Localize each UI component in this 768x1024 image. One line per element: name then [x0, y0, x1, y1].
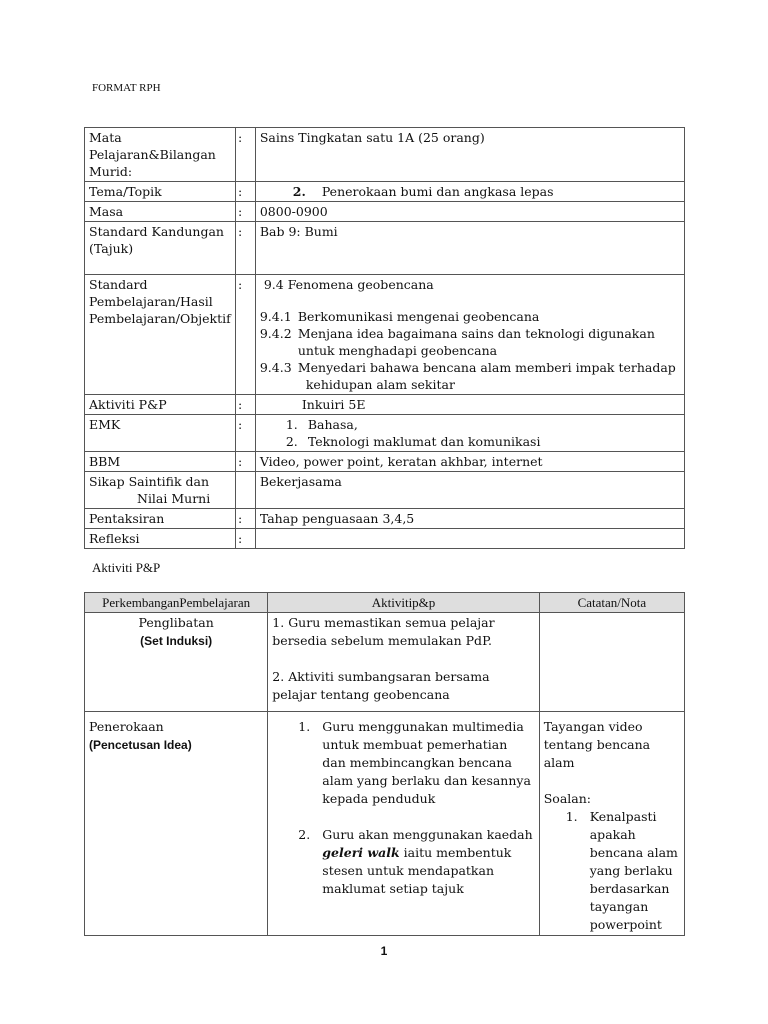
table-row [85, 182, 685, 202]
row-separator: : [235, 182, 255, 202]
row-label: Mata Pelajaran&Bilangan Murid: [85, 128, 236, 182]
row-value: Tahap penguasaan 3,4,5 [255, 509, 684, 529]
section-heading: Aktiviti P&P [92, 560, 161, 575]
emphasis-text: geleri walk [322, 845, 400, 860]
table-row [85, 395, 685, 415]
row-label: Masa [85, 202, 236, 222]
row-separator: : [235, 128, 255, 182]
activity-table [84, 592, 685, 936]
row-label: BBM [85, 452, 236, 472]
column-header: Catatan/Nota [539, 593, 684, 613]
row-value: 0800-0900 [255, 202, 684, 222]
row-label: Pentaksiran [85, 509, 236, 529]
list-item-continuation: untuk menghadapi geobencana [297, 343, 498, 358]
column-header: Aktivitip&p [268, 593, 539, 613]
standard-heading: 9.4 Fenomena geobencana [263, 277, 434, 292]
row-separator: : [235, 275, 255, 395]
table-row [85, 712, 685, 936]
list-item: 2. Guru akan menggunakan kaedah geleri walk iaitu membentuk stesen untuk mendapatkan maklumat setiap tajuk [298, 827, 533, 896]
row-label: Sikap Saintifik dan Nilai Murni [85, 472, 236, 509]
table-row [85, 472, 685, 509]
note-cell: Tayangan video tentang bencana alam Soalan: 1. Kenalpasti apakah bencana alam yang berlaku berdasarkan tayangan powerpoint [539, 712, 684, 936]
list-item: 2. Teknologi maklumat dan komunikasi [285, 434, 541, 449]
row-label: EMK [85, 415, 236, 452]
table-row [85, 202, 685, 222]
row-label: Aktiviti P&P [85, 395, 236, 415]
table-row [85, 128, 685, 182]
note-cell [539, 613, 684, 712]
table-row [85, 415, 685, 452]
list-item-continuation: kehidupan alam sekitar [305, 377, 455, 392]
row-value: Bab 9: Bumi [255, 222, 684, 275]
list-item: 9.4.2 Menjana idea bagaimana sains dan teknologi digunakan [259, 326, 655, 341]
row-value [255, 182, 684, 202]
stage-cell: Penerokaan (Pencetusan Idea) [85, 712, 268, 936]
row-value: Bekerjasama [255, 472, 684, 509]
table-row [85, 452, 685, 472]
page-number: 1 [380, 944, 388, 958]
row-value [255, 415, 684, 452]
list-item: 9.4.1 Berkomunikasi mengenai geobencana [259, 309, 540, 324]
list-item: 9.4.3 Menyedari bahawa bencana alam memberi impak terhadap [259, 360, 676, 375]
table-row [85, 529, 685, 549]
topic-number: 2. [292, 184, 306, 199]
activity-cell [268, 712, 539, 936]
row-label: Standard Pembelajaran/Hasil Pembelajaran/Objektif [85, 275, 236, 395]
row-separator: : [235, 509, 255, 529]
column-header: PerkembanganPembelajaran [85, 593, 268, 613]
table-header-row [85, 593, 685, 613]
activity-cell: 1. Guru memastikan semua pelajar bersedia sebelum memulakan PdP. 2. Aktiviti sumbangsaran bersama pelajar tentang geobencana [268, 613, 539, 712]
table-row [85, 509, 685, 529]
row-value: Sains Tingkatan satu 1A (25 orang) [255, 128, 684, 182]
rph-table [84, 127, 685, 549]
row-label: Refleksi [85, 529, 236, 549]
row-separator: : [235, 415, 255, 452]
row-label: Standard Kandungan (Tajuk) [85, 222, 236, 275]
list-item: 1. Kenalpasti apakah bencana alam yang berlaku berdasarkan tayangan powerpoint [565, 809, 678, 932]
row-separator [235, 472, 255, 509]
table-row [85, 613, 685, 712]
row-value: Inkuiri 5E [255, 395, 684, 415]
row-value [255, 529, 684, 549]
row-label: Tema/Topik [85, 182, 236, 202]
row-separator: : [235, 452, 255, 472]
row-separator: : [235, 395, 255, 415]
list-item: 1. Bahasa, [285, 417, 358, 432]
row-separator: : [235, 202, 255, 222]
table-row [85, 222, 685, 275]
table-row [85, 275, 685, 395]
document-title: FORMAT RPH [92, 82, 161, 94]
row-value: Video, power point, keratan akhbar, internet [255, 452, 684, 472]
row-separator: : [235, 529, 255, 549]
topic-text: Penerokaan bumi dan angkasa lepas [321, 184, 554, 199]
row-value [255, 275, 684, 395]
list-item: 1. Guru menggunakan multimedia untuk membuat pemerhatian dan membincangkan bencana alam yang berlaku dan kesannya kepada penduduk [298, 719, 531, 806]
row-separator: : [235, 222, 255, 275]
stage-cell: Penglibatan (Set Induksi) [85, 613, 268, 712]
